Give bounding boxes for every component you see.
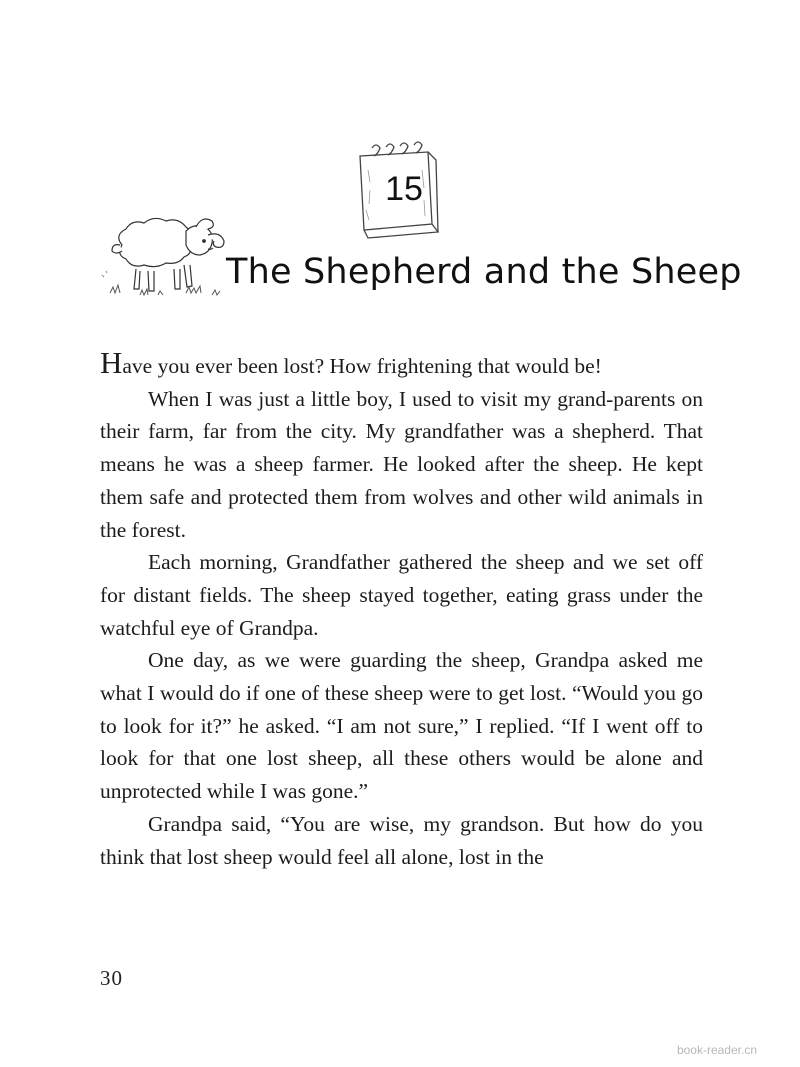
story-paragraph: One day, as we were guarding the sheep, Grandpa asked me what I would do if one of these sheep were to get lost. “Would you go to look for it?” he asked. “I am not sure,” I replied. “If I went off to look for that one lost sheep, all these others would be alone and unprotected while I was gone.”	[100, 648, 703, 804]
story-text	[100, 345, 703, 873]
sheep-illustration	[100, 205, 240, 300]
page-number: 30	[100, 966, 123, 990]
chapter-number: 15	[385, 170, 423, 208]
watermark: book-reader.cn	[676, 1043, 757, 1057]
story-paragraph: Each morning, Grandfather gathered the sheep and we set off for distant fields. The sheep stayed together, eating grass under the watchful eye of Grandpa.	[100, 550, 703, 640]
initial-letter: H	[100, 345, 123, 380]
chapter-title: The Shepherd and the Sheep	[226, 252, 742, 292]
paragraph-text: ave you ever been lost? How frightening that would be!	[122, 354, 602, 378]
story-paragraph: When I was just a little boy, I used to visit my grand-parents on their farm, far from the city. My grandfather was a shepherd. That means he was a sheep farmer. He looked after the sheep. He kept them safe and protected them from wolves and other wild animals in the forest.	[100, 386, 703, 542]
story-paragraph: Grandpa said, “You are wise, my grandson. But how do you think that lost sheep would feel all alone, lost in the	[100, 811, 703, 869]
story-paragraph	[100, 345, 703, 383]
